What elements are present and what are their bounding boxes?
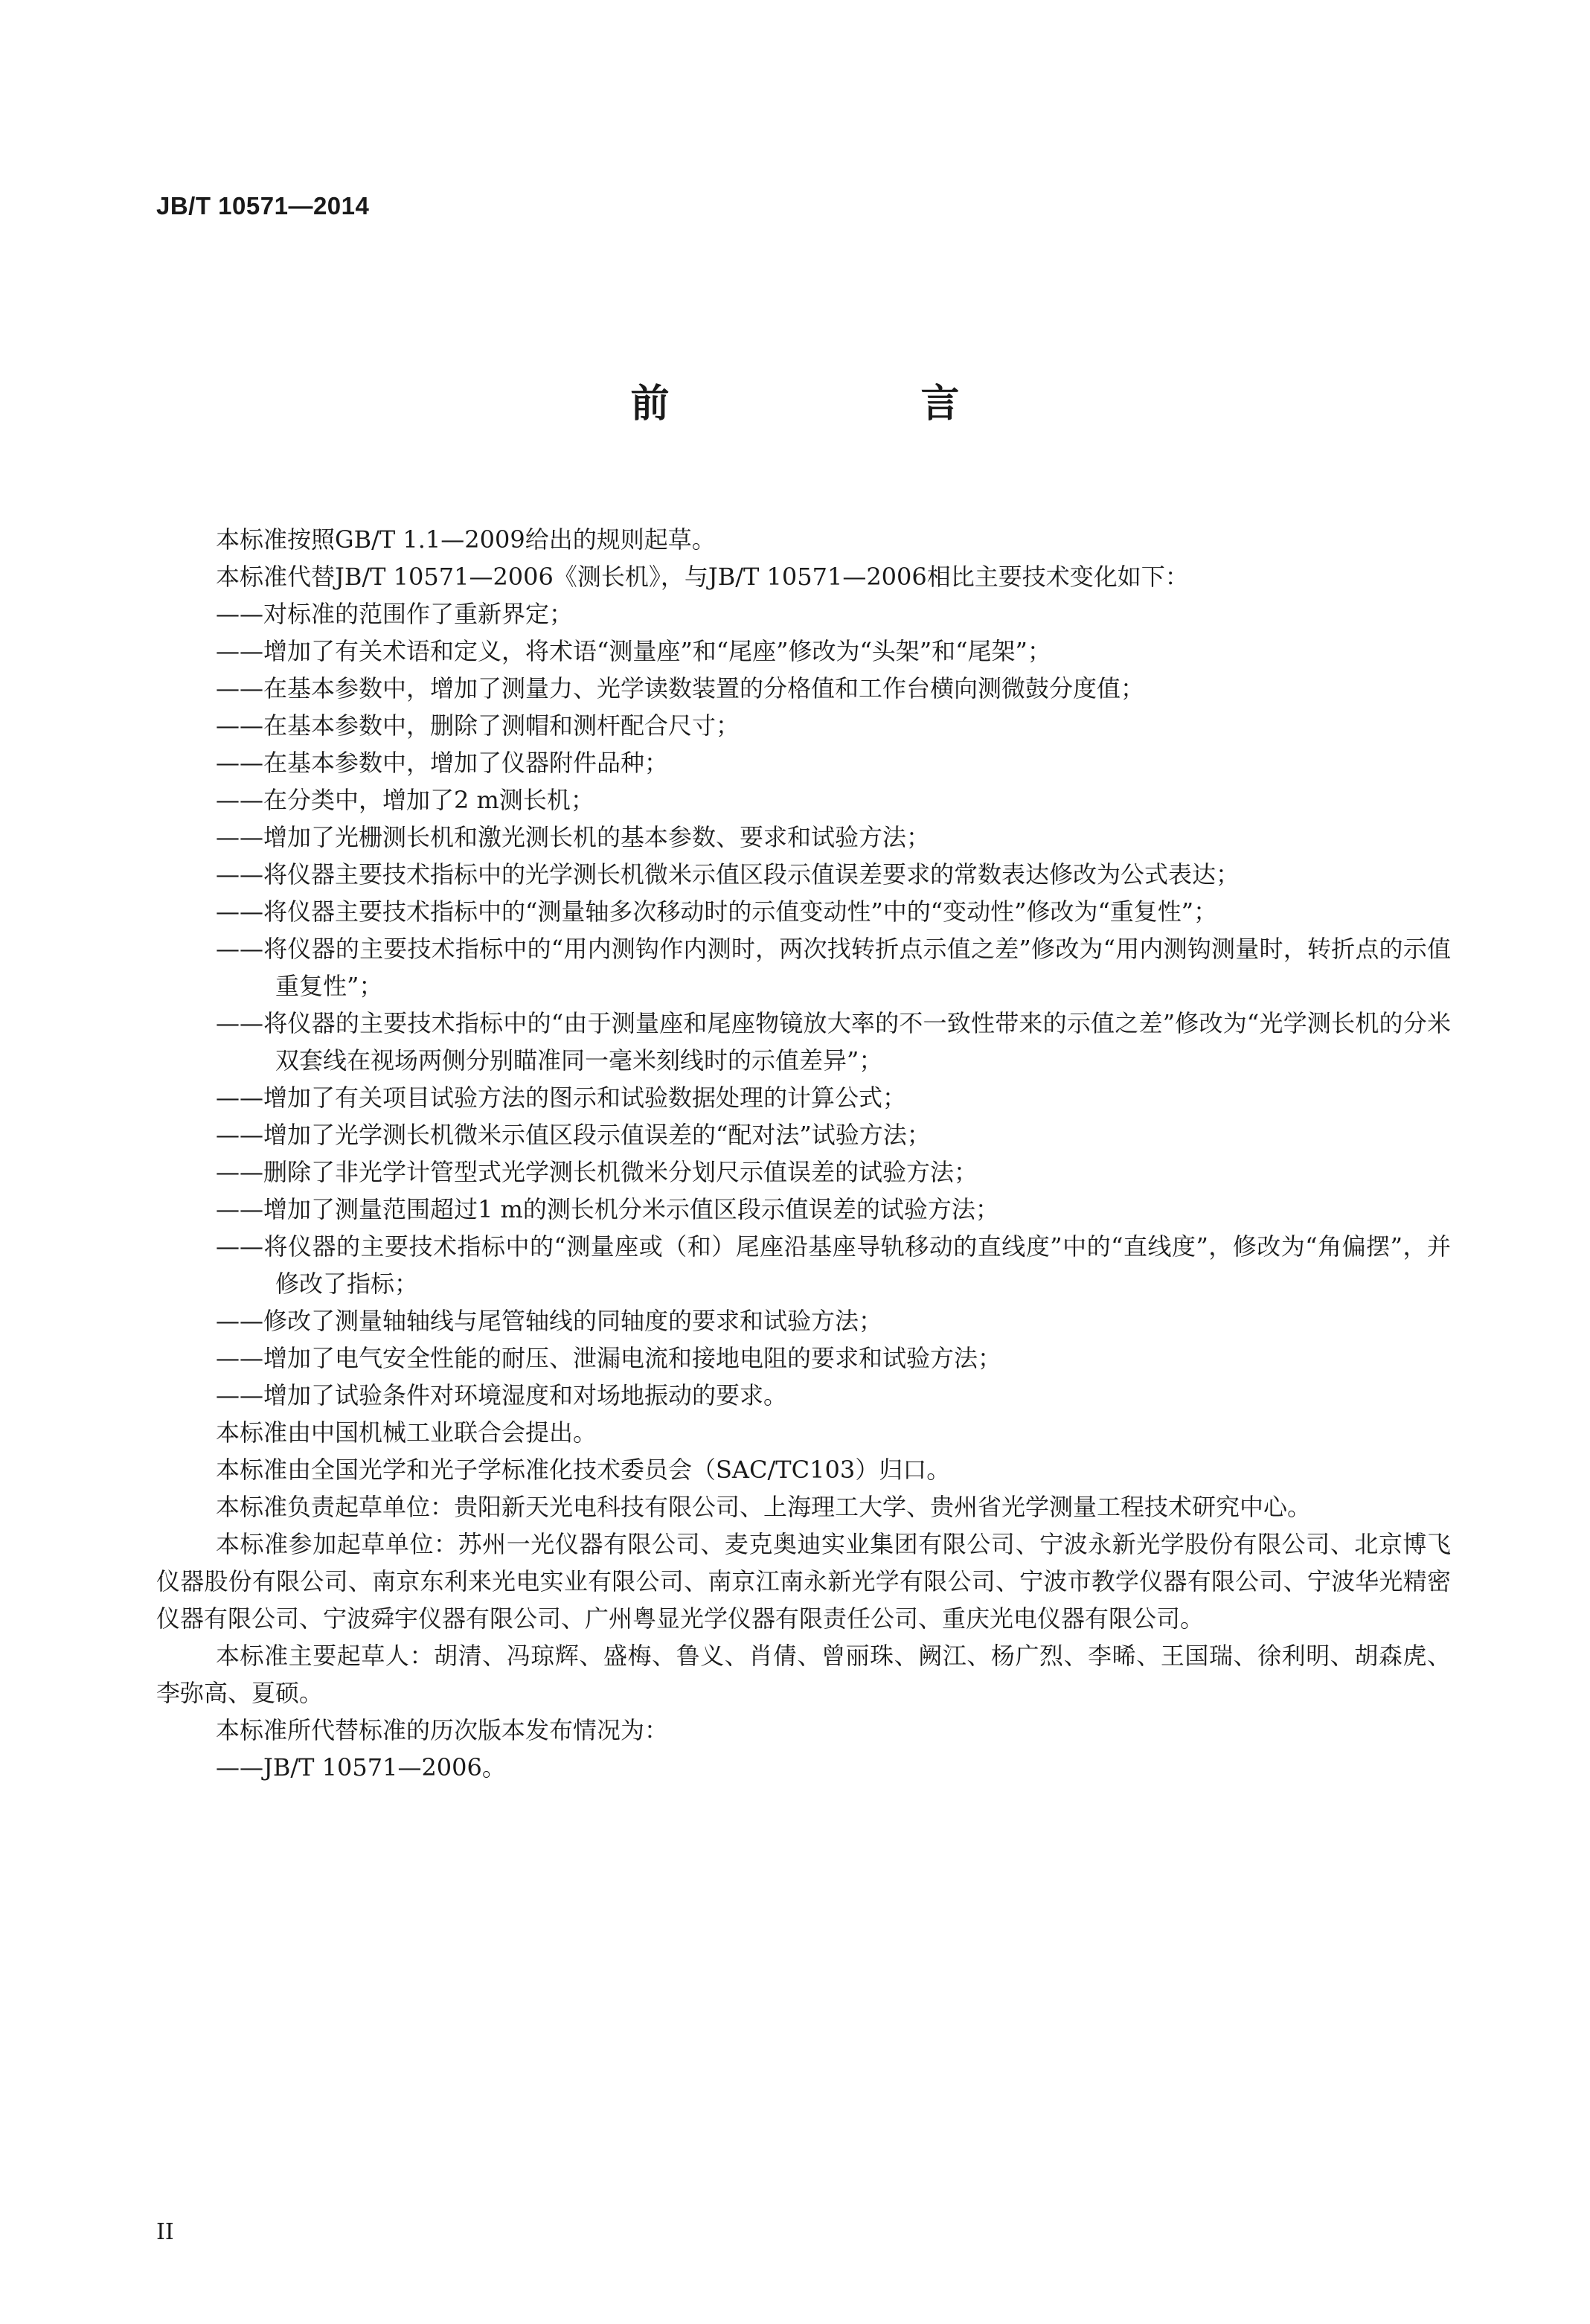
paragraph-participating-drafters: 本标准参加起草单位：苏州一光仪器有限公司、麦克奥迪实业集团有限公司、宁波永新光学股份有限公司、北京博飞仪器股份有限公司、南京东利来光电实业有限公司、南京江南永新光学有限公司、宁波市教学仪器有限公司、宁波华光精密仪器有限公司、宁波舜宇仪器有限公司、广州粤显光学仪器有限责任公司、重庆光电仪器有限公司。 (156, 1530, 1451, 1633)
change-item: ——增加了有关项目试验方法的图示和试验数据处理的计算公式； (216, 1083, 907, 1112)
change-item: ——在分类中，增加了2 m测长机； (216, 786, 594, 814)
paragraph-drafting-rules: 本标准按照GB/T 1.1—2009给出的规则起草。 (216, 525, 716, 554)
change-item: ——在基本参数中，增加了仪器附件品种； (216, 749, 669, 777)
change-item: ——增加了光学测长机微米示值区段示值误差的“配对法”试验方法； (216, 1121, 931, 1149)
paragraph-responsible-drafters: 本标准负责起草单位：贵阳新天光电科技有限公司、上海理工大学、贵州省光学测量工程技术研究中心。 (216, 1493, 1312, 1521)
page-title: 前 言 (630, 382, 1079, 426)
change-item: ——在基本参数中，增加了测量力、光学读数装置的分格值和工作台横向测微鼓分度值； (216, 674, 1145, 702)
change-item: ——增加了电气安全性能的耐压、泄漏电流和接地电阻的要求和试验方法； (216, 1344, 1002, 1372)
change-item: ——将仪器的主要技术指标中的“用内测钩作内测时，两次找转折点示值之差”修改为“用内测钩测量时，转折点的示值重复性”； (216, 935, 1451, 1000)
change-item: ——将仪器的主要技术指标中的“测量座或（和）尾座沿基座导轨移动的直线度”中的“直线度”，修改为“角偏摆”，并修改了指标； (216, 1232, 1451, 1298)
paragraph-main-drafters: 本标准主要起草人：胡清、冯琼辉、盛梅、鲁义、肖倩、曾丽珠、阙江、杨广烈、李晞、王国瑞、徐利明、胡森虎、李弥高、夏硕。 (156, 1642, 1451, 1707)
change-item: ——将仪器主要技术指标中的光学测长机微米示值区段示值误差要求的常数表达修改为公式表达； (216, 860, 1240, 889)
change-item: ——增加了试验条件对环境湿度和对场地振动的要求。 (216, 1381, 788, 1409)
foreword-body (156, 521, 1451, 1786)
paragraph-proposer: 本标准由中国机械工业联合会提出。 (216, 1418, 597, 1447)
change-item: ——在基本参数中，删除了测帽和测杆配合尺寸； (216, 711, 740, 740)
standard-code-header: JB/T 10571—2014 (156, 192, 370, 220)
change-item: ——对标准的范围作了重新界定； (216, 600, 574, 628)
change-item: ——将仪器的主要技术指标中的“由于测量座和尾座物镜放大率的不一致性带来的示值之差”修改为“光学测长机的分米双套线在视场两侧分别瞄准同一毫米刻线时的示值差异”； (216, 1009, 1451, 1075)
paragraph-technical-committee: 本标准由全国光学和光子学标准化技术委员会（SAC/TC103）归口。 (216, 1456, 951, 1484)
change-item: ——修改了测量轴轴线与尾管轴线的同轴度的要求和试验方法； (216, 1307, 883, 1335)
history-item: ——JB/T 10571—2006。 (216, 1753, 506, 1782)
change-item: ——增加了有关术语和定义，将术语“测量座”和“尾座”修改为“头架”和“尾架”； (216, 637, 1051, 665)
change-item: ——删除了非光学计管型式光学测长机微米分划尺示值误差的试验方法； (216, 1158, 978, 1186)
change-item: ——将仪器主要技术指标中的“测量轴多次移动时的示值变动性”中的“变动性”修改为“重复性”； (216, 897, 1218, 926)
paragraph-version-history-intro: 本标准所代替标准的历次版本发布情况为： (216, 1716, 669, 1744)
change-item: ——增加了测量范围超过1 m的测长机分米示值区段示值误差的试验方法； (216, 1195, 999, 1223)
paragraph-replacement-statement: 本标准代替JB/T 10571—2006《测长机》，与JB/T 10571—2006相比主要技术变化如下： (216, 563, 1189, 591)
change-item: ——增加了光栅测长机和激光测长机的基本参数、要求和试验方法； (216, 823, 931, 851)
page-number: II (156, 2219, 174, 2245)
